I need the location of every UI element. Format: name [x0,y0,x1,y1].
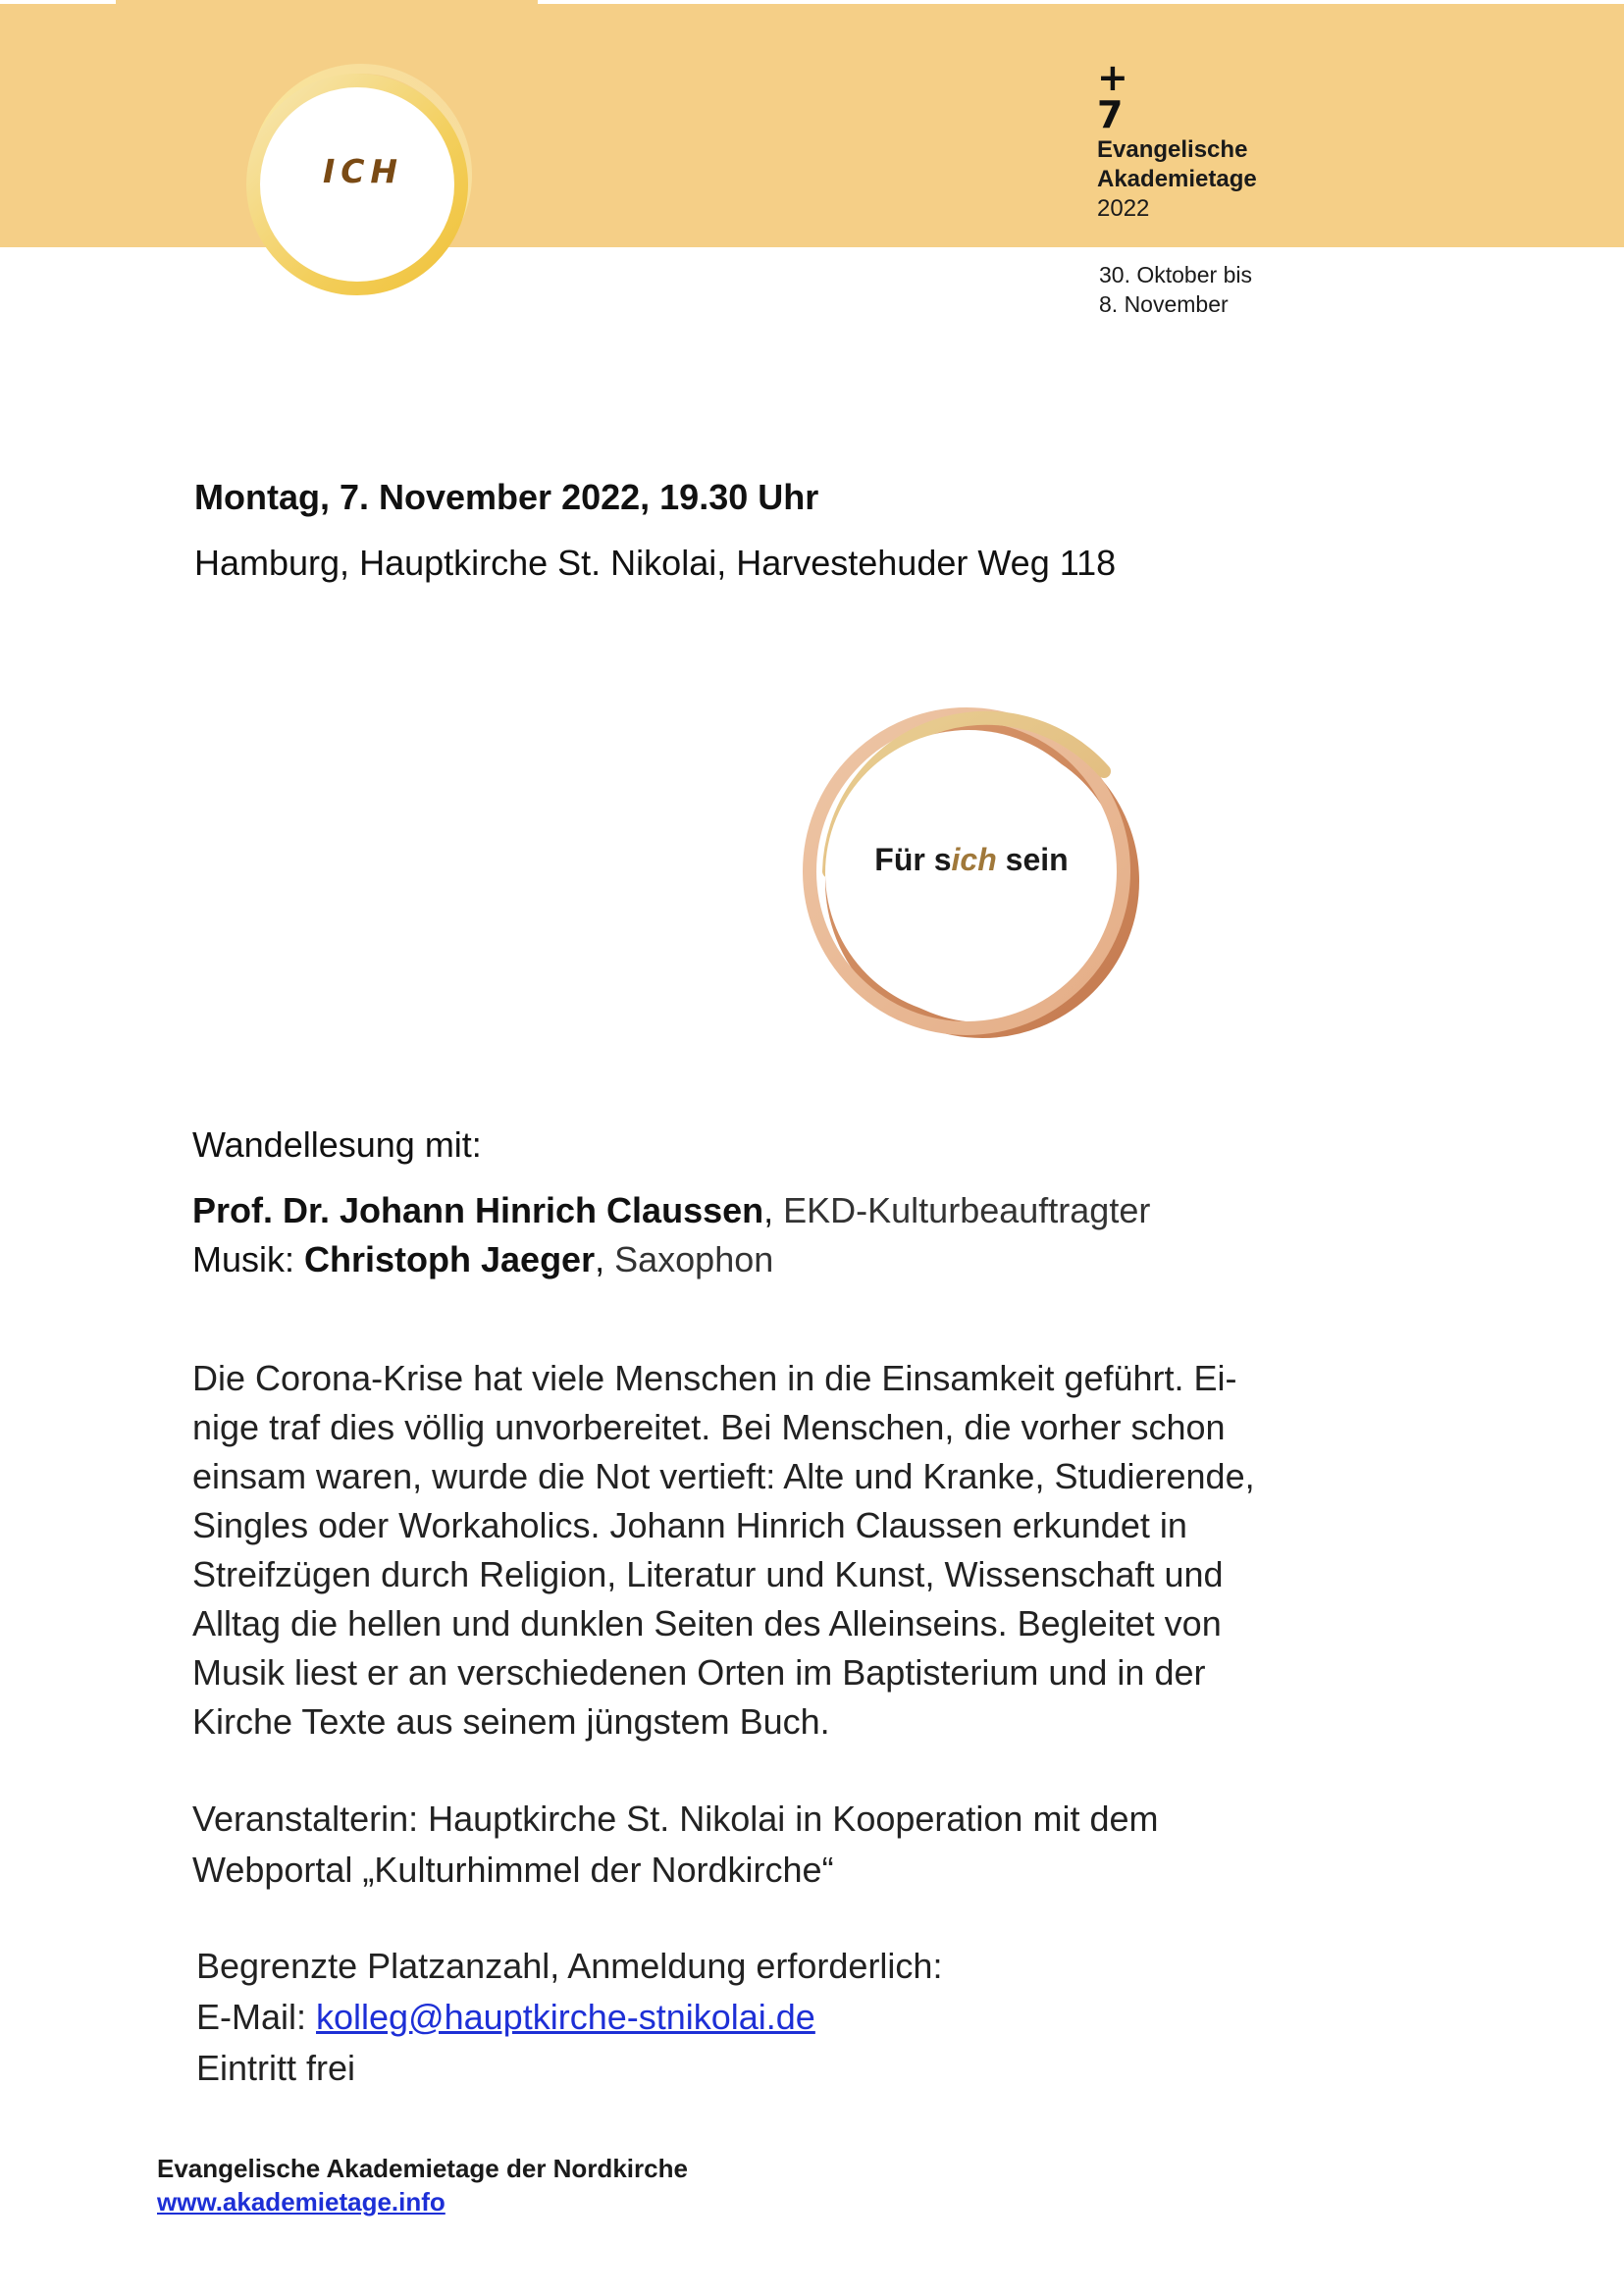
ich-logo-icon [226,59,491,324]
email-line [196,1992,942,2043]
email-prefix: E-Mail: [196,1997,317,2037]
emblem-text-ich: ich [951,842,997,877]
speaker-line [192,1190,1150,1231]
description-line: einsam waren, wurde die Not vertieft: Alte und Kranke, Studierende, [192,1456,1255,1496]
header-band-edge-right [538,0,1624,4]
registration-note: Begrenzte Platzanzahl, Anmeldung erforderlich: [196,1946,943,1986]
festival-dates [1099,260,1252,319]
event-location: Hamburg, Hauptkirche St. Nikolai, Harvestehuder Weg 118 [194,543,1117,583]
description-line: Die Corona-Krise hat viele Menschen in die Einsamkeit geführt. Ei- [192,1358,1237,1398]
emblem-text-post: sein [996,842,1069,877]
admission-note: Eintritt frei [196,2048,356,2088]
organizer-line2: Webportal „Kulturhimmel der Nordkirche“ [192,1850,834,1890]
festival-dates-line1: 30. Oktober bis [1099,262,1252,287]
description-line: Musik liest er an verschiedenen Orten im Baptisterium und in der [192,1652,1206,1693]
organizer-line1: Veranstalterin: Hauptkirche St. Nikolai in Kooperation mit dem [192,1799,1159,1839]
event-datetime: Montag, 7. November 2022, 19.30 Uhr [194,477,819,517]
brand-seven-symbol: 7 [1097,93,1124,136]
header-band-edge [0,0,116,4]
ich-logo-text: ICH [322,152,404,190]
brand-year: 2022 [1097,195,1150,222]
speaker-role: EKD-Kulturbeauftragter [773,1190,1151,1230]
registration-block [196,1941,942,2094]
emblem-text [824,842,1119,878]
email-link[interactable]: kolleg@hauptkirche-stnikolai.de [316,1997,815,2037]
description-line: Alltag die hellen und dunklen Seiten des Alleinseins. Begleitet von [192,1603,1222,1643]
brand-block [1097,56,1257,224]
footer-organization: Evangelische Akademietage der Nordkirche [157,2154,688,2183]
musician-name: Christoph Jaeger [304,1239,596,1279]
description-line: nige traf dies völlig unvorbereitet. Bei Menschen, die vorher schon [192,1407,1226,1447]
brand-plus-symbol: + [1097,56,1128,99]
music-line [192,1239,773,1280]
footer-website-link[interactable]: www.akademietage.info [157,2187,445,2217]
footer [157,2152,688,2218]
event-description [192,1354,1311,1747]
musician-separator: , [595,1239,605,1279]
speaker-separator: , [763,1190,774,1230]
emblem-text-pre: Für s [874,842,952,877]
description-line: Singles oder Workaholics. Johann Hinrich Claussen erkundet in [192,1505,1187,1545]
description-line: Streifzügen durch Religion, Literatur und Kunst, Wissenschaft und [192,1554,1224,1594]
brand-title-line2: Akademietage [1097,166,1257,192]
description-line: Kirche Texte aus seinem jüngstem Buch. [192,1701,830,1742]
music-prefix: Musik: [192,1239,305,1279]
program-label: Wandellesung mit: [192,1124,482,1165]
organizer-block [192,1794,1158,1896]
brand-title-line1: Evangelische [1097,136,1248,163]
musician-role: Saxophon [604,1239,774,1279]
festival-dates-line2: 8. November [1099,291,1229,317]
speaker-name: Prof. Dr. Johann Hinrich Claussen [192,1190,764,1230]
